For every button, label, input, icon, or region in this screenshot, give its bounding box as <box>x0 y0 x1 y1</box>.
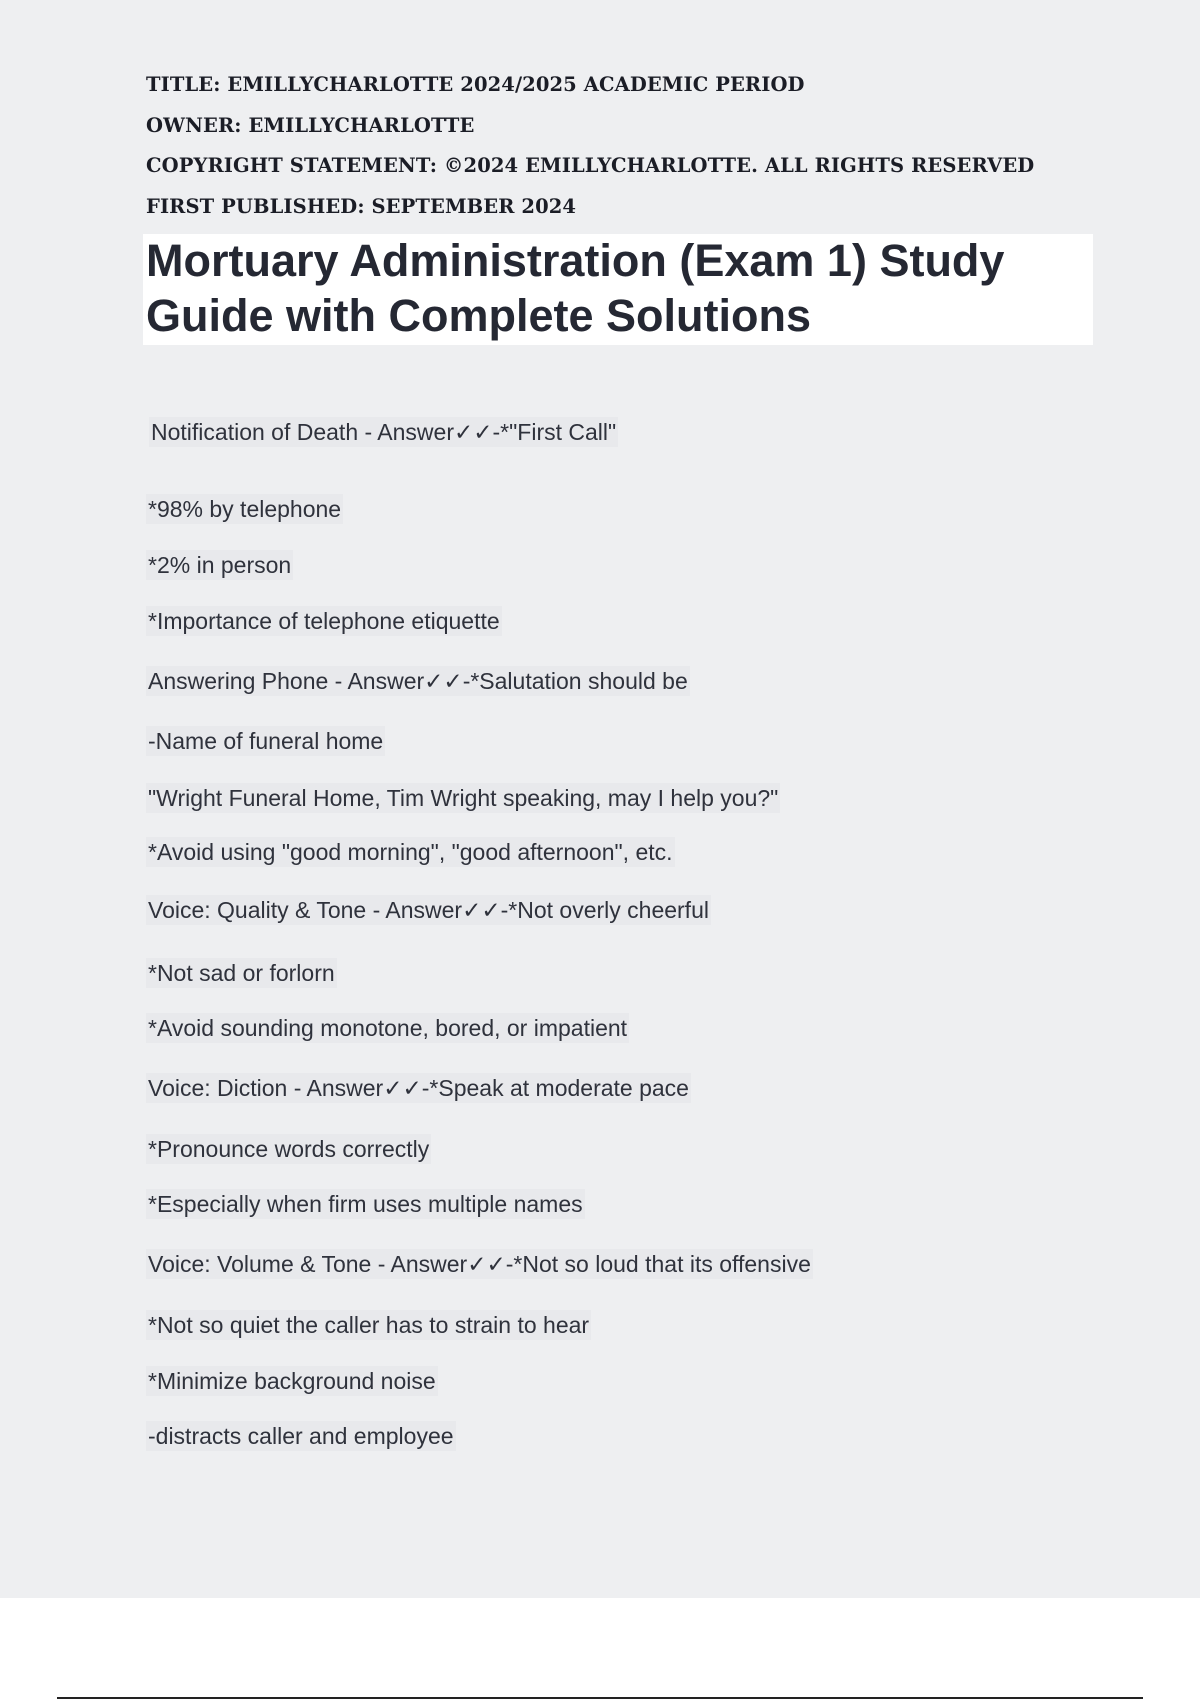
title-line-1: Mortuary Administration (Exam 1) Study <box>146 235 1005 286</box>
meta-owner-line: OWNER: EMILLYCHARLOTTE <box>146 113 475 137</box>
study-line: -Name of funeral home <box>148 728 384 754</box>
meta-title-line: TITLE: EMILLYCHARLOTTE 2024/2025 ACADEMIC PERIOD <box>146 73 805 96</box>
meta-published-line: FIRST PUBLISHED: SEPTEMBER 2024 <box>146 194 577 218</box>
study-line: *Minimize background noise <box>148 1368 436 1394</box>
study-line: Answering Phone - Answer✓✓-*Salutation should be <box>148 668 688 694</box>
meta-copyright-line: COPYRIGHT STATEMENT: ©2024 EMILLYCHARLOTTE. ALL RIGHTS RESERVED <box>146 154 1035 177</box>
study-line: *2% in person <box>148 552 292 578</box>
title-line-2: Guide with Complete Solutions <box>146 290 812 341</box>
study-line: *Importance of telephone etiquette <box>148 608 500 634</box>
study-line: *Pronounce words correctly <box>148 1136 430 1162</box>
study-line: "Wright Funeral Home, Tim Wright speaking, may I help you?" <box>148 785 779 811</box>
study-line: Voice: Volume & Tone - Answer✓✓-*Not so loud that its offensive <box>148 1251 811 1277</box>
study-line: *98% by telephone <box>148 496 342 522</box>
study-line: *Avoid sounding monotone, bored, or impatient <box>148 1015 628 1041</box>
study-line: *Avoid using "good morning", "good afternoon", etc. <box>148 839 673 865</box>
study-line: -distracts caller and employee <box>148 1423 454 1449</box>
study-line: Notification of Death - Answer✓✓-*"First Call" <box>151 419 617 445</box>
study-line: *Especially when firm uses multiple names <box>148 1191 583 1217</box>
study-line: *Not so quiet the caller has to strain to hear <box>148 1312 590 1338</box>
footer-divider <box>57 1697 1143 1699</box>
study-line: Voice: Quality & Tone - Answer✓✓-*Not overly cheerful <box>148 897 709 923</box>
study-line: *Not sad or forlorn <box>148 960 335 986</box>
study-line: Voice: Diction - Answer✓✓-*Speak at moderate pace <box>148 1075 689 1101</box>
